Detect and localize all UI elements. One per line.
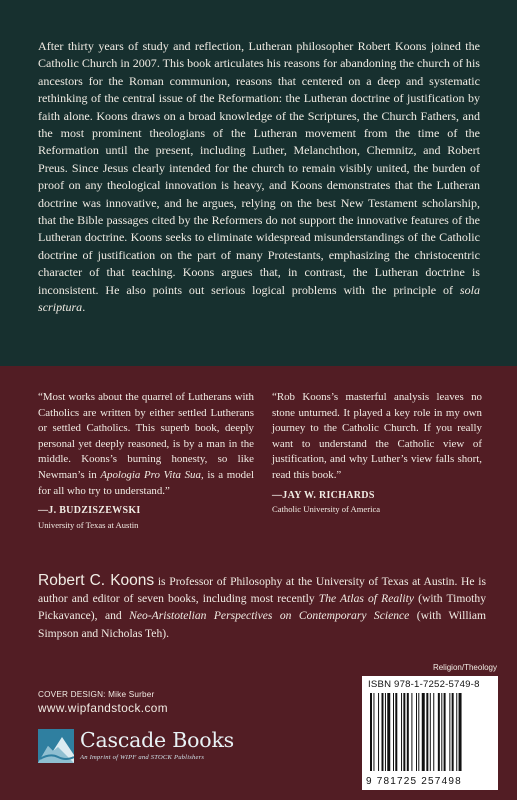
barcode [362,676,498,790]
publisher-tagline: An Imprint of WIPF and STOCK Publishers [80,754,205,761]
description-italic: sola scriptura [38,282,480,315]
bio-text: (with Timothy Pickavance), and [38,592,487,623]
endorsement-text: “Rob Koons’s masterful analysis leaves no stone unturned. It played a key role in my own journey to the Catholic Church. If you really want to understand the Catholic view of justification, and why Luther’s view falls short, read this book.” [272,391,482,481]
endorsement-text-end: , is a model for all who try to understand.” [38,468,254,497]
publisher-name: Cascade Books [80,728,234,752]
endorser-name: —J. BUDZISZEWSKI [38,505,141,517]
publisher-logo [38,727,238,771]
bio-text: (with William Simpson and Nicholas Teh). [38,609,486,640]
isbn-label: ISBN 978-1-7252-5749-8 [368,679,480,690]
endorser-name: —JAY W. RICHARDS [272,489,375,501]
bio-text: is Professor of Philosophy at the University of Texas at Austin. He is author and editor of seven books, including most recently [38,575,486,606]
author-name: Robert C. Koons [38,572,155,589]
description-end: . [82,300,86,315]
endorsement-text: “Most works about the quarrel of Lutherans with Catholics are written by either settled Lutherans or settled Catholics. This superb book, deeply personal yet deeply reasoned, is by a man in the middle. Koons’s burning honesty, so like Newman’s in [38,391,254,481]
bio-book-title: The Atlas of Reality [318,592,414,606]
endorsement-budziszewski [38,390,254,531]
endorser-affiliation: Catholic University of America [272,504,381,515]
cover-design-credit: COVER DESIGN: Mike Surber [38,690,155,699]
category-label: Religion/Theology [432,663,497,672]
mountain-icon [38,729,74,763]
description-text: After thirty years of study and reflection, Lutheran philosopher Robert Koons joined the Catholic Church in 2007. This book articulates his reasons for abandoning the church of his ancestors for the Roman communion, reasons that centered on a deep and systematic rethinking of the central issue of the Reformation: the Lutheran doctrine of justification by faith alone. Koons draws on a broad knowledge of the Scriptures, the Church Fathers, and the most prominent theologians of the Lutheran movement from the time of the Reformation until the present, including Luther, Melanchthon, Chemnitz, and Robert Preus. Since Jesus clearly intended for the church to remain visibly united, the burden of proof on any theological innovation is heavy, and Koons demonstrates that the Lutheran doctrine was innovative, and he argues, relying on the best New Testament scholarship, that the Bible passages cited by the Reformers do not support the innovative features of the Lutheran doctrine. Koons seeks to eliminate widespread misunderstandings of the Catholic doctrine of justification on the part of many Protestants, emphasizing the christocentric character of that teaching. Koons argues that, in contrast, the Lutheran doctrine is inconsistent. He also points out serious logical problems with the principle of [38,39,480,297]
barcode-bars [370,693,490,771]
publisher-website[interactable]: www.wipfandstock.com [38,701,168,715]
book-description [38,38,480,317]
endorser-affiliation: University of Texas at Austin [38,519,139,530]
barcode-digits: 9 781725 257498 [366,776,462,787]
endorsement-italic: Apologia Pro Vita Sua [100,468,201,481]
endorsement-richards [272,390,482,515]
author-bio [38,572,486,642]
bio-book-title: Neo-Aristotelian Perspectives on Contemporary Science [129,609,410,623]
